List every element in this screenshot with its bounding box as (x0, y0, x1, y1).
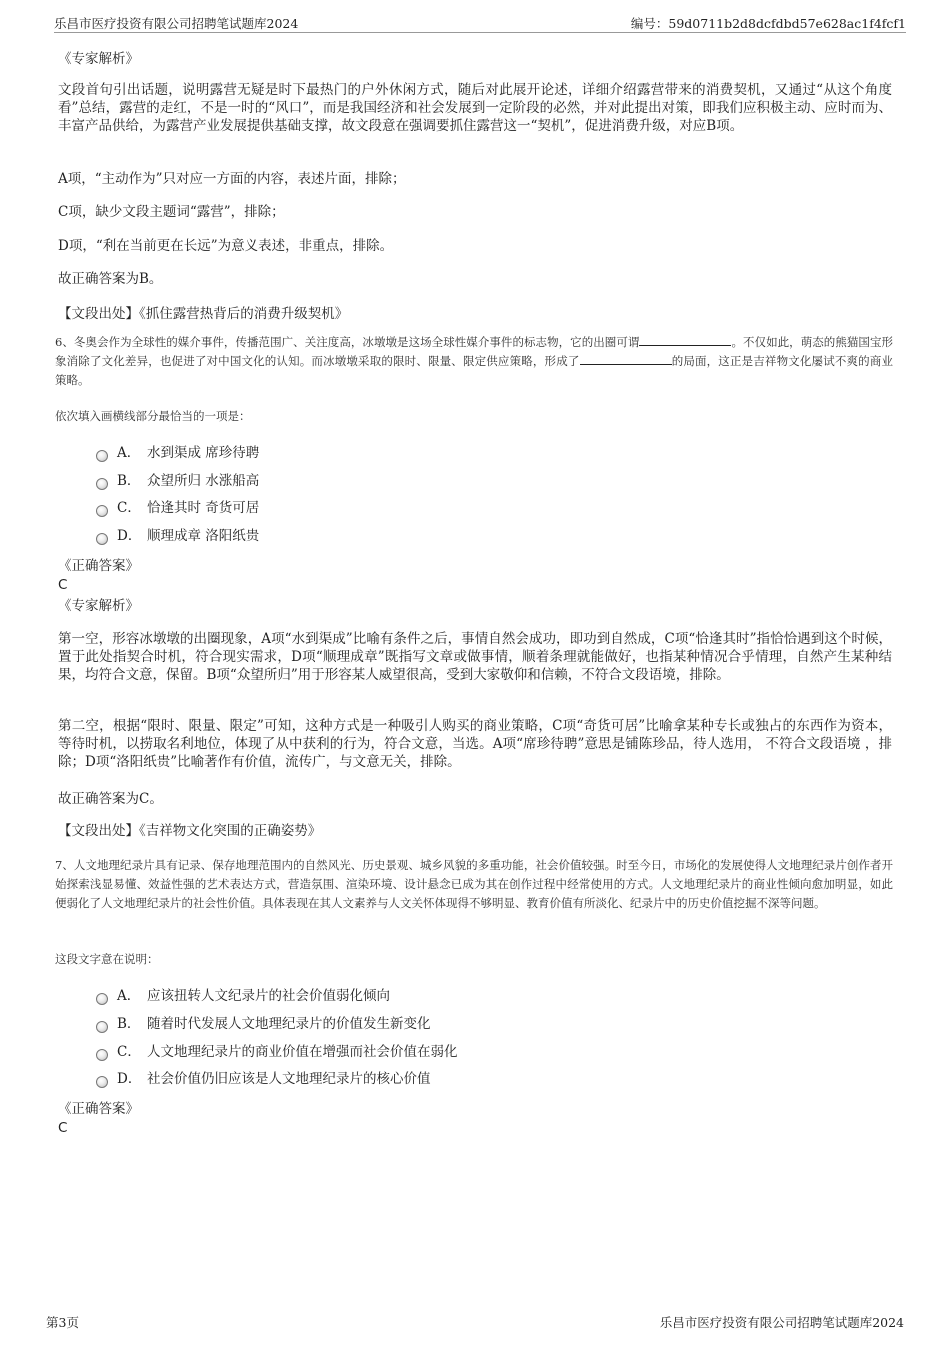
page-number: 第3页 (46, 1315, 79, 1330)
blank-1 (639, 333, 731, 346)
q7-option-d[interactable]: D． 社会价值仍旧应该是人文地理纪录片的核心价值 (96, 1069, 431, 1089)
footer-title: 乐昌市医疗投资有限公司招聘笔试题库2024 (659, 1315, 904, 1330)
answer-title: 《正确答案》 (58, 1101, 139, 1117)
analysis-paragraph-1: 第一空，形容冰墩墩的出圈现象，A项“水到渠成”比喻有条件之后，事情自然会成功，即功到自然成，C项“恰逢其时”指恰恰遇到这个时候，置于此处指契合时机，符合现实需求，D项“顺理成章”既指写文章或做事情，顺着条理就能做好，也指某种情况合乎情理，自然产生某种结果，均符合文意，保留。B项“众望所归”用于形容某人威望很高，受到大家敬仰和信赖，不符合文段语境，排除。 (58, 631, 892, 683)
question-6-stem: 依次填入画横线部分最恰当的一项是： (55, 409, 251, 423)
question-7-stem: 这段文字意在说明： (55, 952, 159, 966)
page-header (54, 14, 906, 33)
q6-option-a[interactable]: A． 水到渠成 席珍待聘 (96, 443, 259, 463)
conclusion: 故正确答案为B。 (58, 271, 163, 287)
radio-icon[interactable] (96, 505, 108, 517)
radio-icon[interactable] (96, 993, 108, 1005)
question-7-text: 7、人文地理纪录片具有记录、保存地理范围内的自然风光、历史景观、城乡风貌的多重功能，社会价值较强。时至今日，市场化的发展使得人文地理纪录片创作者开始探索浅显易懂、效益性强的艺术表达方式，营造氛围、渲染环境、设计悬念已成为其在创作过程中经常使用的方式。人文地理纪录片的商业性倾向愈加明显，如此便弱化了人文地理纪录片的社会性价值。具体表现在其人文素养与人文关怀体现得不够明显、教育价值有所淡化、纪录片中的历史价值挖掘不深等问题。 (55, 858, 893, 910)
q7-option-b[interactable]: B． 随着时代发展人文地理纪录片的价值发生新变化 (96, 1014, 431, 1034)
option-d-analysis: D项，“利在当前更在长远”为意义表述，非重点，排除。 (58, 238, 394, 254)
analysis-title: 《专家解析》 (58, 51, 139, 67)
answer-title: 《正确答案》 (58, 558, 139, 574)
blank-2 (580, 352, 672, 365)
radio-icon[interactable] (96, 450, 108, 462)
q7-option-c[interactable]: C． 人文地理纪录片的商业价值在增强而社会价值在弱化 (96, 1042, 458, 1062)
answer-value: C (58, 577, 68, 593)
conclusion: 故正确答案为C。 (58, 791, 163, 807)
option-c-analysis: C项，缺少文段主题词“露营”，排除； (58, 204, 285, 220)
answer-value: C (58, 1120, 68, 1136)
source: 【文段出处】《抓住露营热背后的消费升级契机》 (58, 306, 349, 322)
header-title: 乐昌市医疗投资有限公司招聘笔试题库2024 (54, 16, 299, 31)
q6-option-b[interactable]: B． 众望所归 水涨船高 (96, 471, 259, 491)
option-a-analysis: A项，“主动作为”只对应一方面的内容，表述片面，排除； (58, 171, 406, 187)
analysis-text: 文段首句引出话题，说明露营无疑是时下最热门的户外休闲方式，随后对此展开论述，详细介绍露营带来的消费契机，又通过“从这个角度看”总结，露营的走红，不是一时的“风口”，而是我国经济和社会发展到一定阶段的必然，并对此提出对策，即我们应积极主动、应时而为、丰富产品供给，为露营产业发展提供基础支撑，故文段意在强调要抓住露营这一“契机”，促进消费升级，对应B项。 (58, 82, 892, 134)
q6-option-c[interactable]: C． 恰逢其时 奇货可居 (96, 498, 259, 518)
q6-option-d[interactable]: D． 顺理成章 洛阳纸贵 (96, 526, 259, 546)
source: 【文段出处】《吉祥物文化突围的正确姿势》 (58, 823, 322, 839)
analysis-paragraph-2: 第二空，根据“限时、限量、限定”可知，这种方式是一种吸引人购买的商业策略，C项“奇货可居”比喻拿某种专长或独占的东西作为资本，等待时机，以捞取名利地位，体现了从中获利的行为，符合文意，当选。A项“席珍待聘”意思是铺陈珍品，待人选用， 不符合文段语境 ，排除；D项“洛阳纸贵”比喻著作有价值，流传广，与文意无关，排除。 (58, 718, 892, 770)
page-footer (44, 1313, 906, 1331)
radio-icon[interactable] (96, 1049, 108, 1061)
question-6-text: 6、冬奥会作为全球性的媒介事件，传播范围广、关注度高，冰墩墩是这场全球性媒介事件的标志物，它的出圈可谓 。不仅如此，萌态的熊猫国宝形象消除了文化差异，也促进了对中国文化的认知。而冰墩墩采取的限时、限量、限定供应策略，形成了 的局面，这正是吉祥物文化屡试不爽的商业策略。 (55, 335, 893, 387)
header-doc-number: 编号：59d0711b2d8dcfdbd57e628ac1f4fcf1 (630, 16, 906, 31)
radio-icon[interactable] (96, 1021, 108, 1033)
radio-icon[interactable] (96, 478, 108, 490)
analysis-title: 《专家解析》 (58, 598, 139, 614)
radio-icon[interactable] (96, 1076, 108, 1088)
radio-icon[interactable] (96, 533, 108, 545)
q7-option-a[interactable]: A． 应该扭转人文纪录片的社会价值弱化倾向 (96, 986, 390, 1006)
